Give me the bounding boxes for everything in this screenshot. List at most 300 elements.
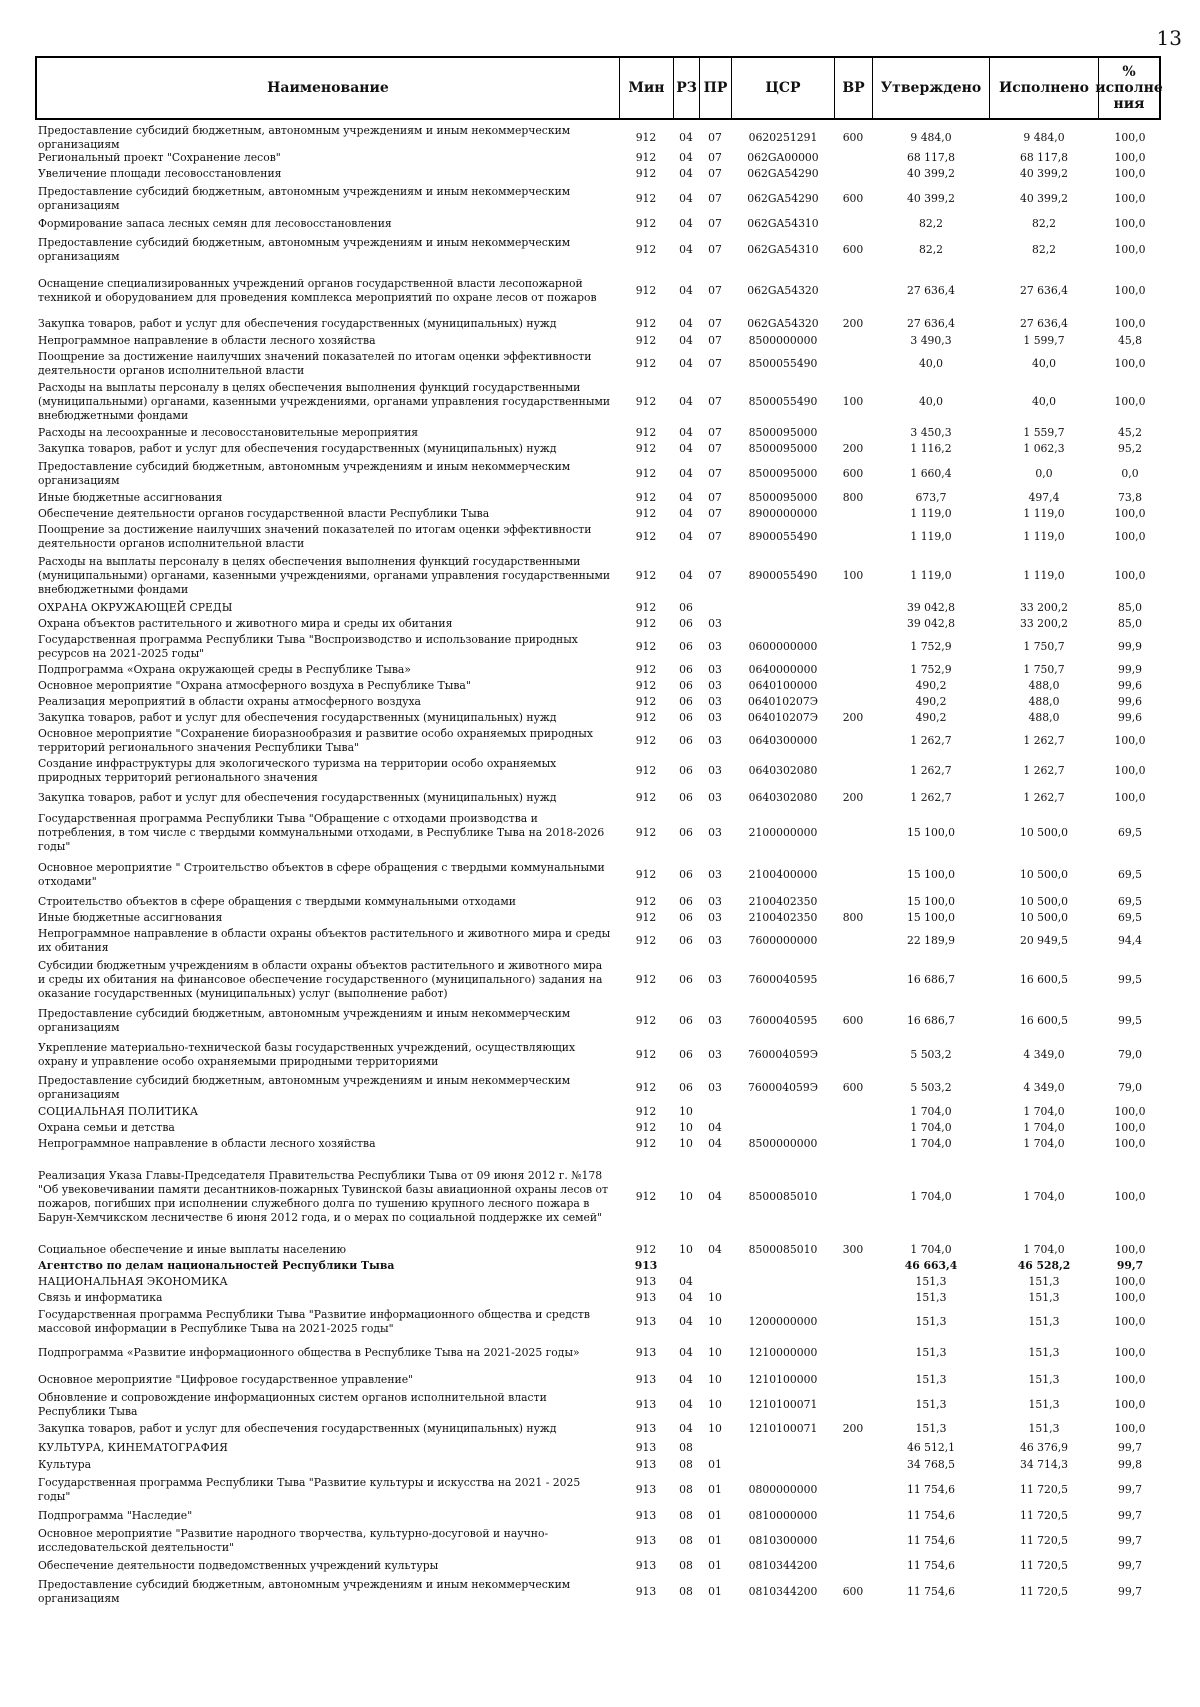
row-rz: 06 [679,973,693,987]
row-name: Реализация мероприятий в области охраны атмосферного воздуха [38,695,421,709]
row-percent: 100,0 [1114,130,1146,144]
row-pr: 07 [708,167,722,181]
row-executed: 9 484,0 [1023,130,1065,144]
row-min: 913 [635,1422,657,1436]
page-number: 13 [1156,26,1182,50]
row-min: 912 [635,191,657,205]
table-row [38,632,1162,662]
table-row [38,786,1162,810]
row-approved: 82,2 [918,217,944,231]
row-csr: 0810300000 [748,1534,818,1548]
table-row [38,125,1162,150]
row-approved: 151,3 [915,1422,947,1436]
row-executed: 1 704,0 [1023,1105,1065,1119]
row-name: Связь и информатика [38,1291,163,1305]
row-min: 912 [635,357,657,371]
row-csr: 062GA54290 [747,191,819,205]
row-approved: 39 042,8 [906,601,956,615]
row-min: 912 [635,130,657,144]
row-rz: 04 [679,1422,693,1436]
table-row [38,662,1162,678]
row-pr: 03 [708,640,722,654]
row-name: Культура [38,1458,92,1472]
row-csr: 8900055490 [748,530,818,544]
row-rz: 10 [679,1190,693,1204]
row-percent: 99,9 [1117,640,1143,654]
row-pr: 03 [708,679,722,693]
row-percent: 95,2 [1117,442,1143,456]
row-csr: 8900055490 [748,569,818,583]
row-percent: 100,0 [1114,1137,1146,1151]
row-name: Агентство по делам национальностей Республики Тыва [38,1259,395,1273]
row-min: 912 [635,734,657,748]
row-name: Формирование запаса лесных семян для лесовосстановления [38,217,392,231]
row-name: Непрограммное направление в области лесного хозяйства [38,334,376,348]
row-csr: 064010207Э [747,711,819,725]
row-csr: 062GA54310 [747,243,819,257]
row-percent: 0,0 [1121,466,1139,480]
row-approved: 5 503,2 [910,1048,952,1062]
row-csr: 0810000000 [748,1509,818,1523]
row-rz: 08 [679,1559,693,1573]
row-percent: 79,0 [1117,1048,1143,1062]
row-executed: 11 720,5 [1019,1509,1069,1523]
row-min: 912 [635,317,657,331]
row-approved: 40 399,2 [906,167,956,181]
table-row [38,522,1162,552]
row-executed: 11 720,5 [1019,1483,1069,1497]
row-name: Субсидии бюджетным учреждениям в области охраны объектов растительного и животного мира и среды их обитания на финансовое обеспечение государственного (муниципального) задания на оказание государственных (муниципальных) услуг (выполнение работ) [38,959,603,1000]
row-percent: 100,0 [1114,1275,1146,1289]
row-approved: 15 100,0 [906,826,956,840]
row-percent: 99,7 [1117,1441,1143,1455]
row-percent: 100,0 [1114,569,1146,583]
row-approved: 22 189,9 [906,934,956,948]
row-min: 913 [635,1291,657,1305]
row-csr: 0640302080 [748,791,818,805]
row-name: Закупка товаров, работ и услуг для обеспечения государственных (муниципальных) нужд [38,442,557,456]
row-rz: 06 [679,1081,693,1095]
row-name: Подпрограмма "Наследие" [38,1509,193,1523]
row-rz: 06 [679,640,693,654]
row-executed: 151,3 [1028,1346,1060,1360]
row-name: КУЛЬТУРА, КИНЕМАТОГРАФИЯ [38,1441,228,1455]
row-min: 912 [635,1105,657,1119]
row-executed: 1 559,7 [1023,426,1065,440]
row-percent: 100,0 [1114,395,1146,409]
row-min: 912 [635,507,657,521]
row-name: Иные бюджетные ассигнования [38,911,223,925]
row-min: 912 [635,395,657,409]
row-rz: 04 [679,284,693,298]
row-approved: 490,2 [915,695,947,709]
row-executed: 33 200,2 [1019,601,1069,615]
row-vr: 600 [842,1014,864,1028]
row-pr: 07 [708,569,722,583]
row-percent: 99,7 [1117,1509,1143,1523]
row-csr: 2100000000 [748,826,818,840]
row-percent: 100,0 [1114,1398,1146,1412]
row-percent: 100,0 [1114,1346,1146,1360]
row-pr: 07 [708,530,722,544]
row-rz: 06 [679,617,693,631]
row-min: 912 [635,695,657,709]
row-rz: 08 [679,1441,693,1455]
row-name: Закупка товаров, работ и услуг для обеспечения государственных (муниципальных) нужд [38,317,557,331]
row-executed: 0,0 [1035,466,1053,480]
header-min: Мин [620,58,674,118]
row-percent: 100,0 [1114,1291,1146,1305]
row-min: 912 [635,1137,657,1151]
row-min: 912 [635,1014,657,1028]
row-executed: 4 349,0 [1023,1048,1065,1062]
row-min: 912 [635,466,657,480]
row-vr: 200 [842,791,864,805]
table-row [38,1120,1162,1136]
row-name: Непрограммное направление в области лесного хозяйства [38,1137,376,1151]
row-rz: 10 [679,1243,693,1257]
row-min: 913 [635,1346,657,1360]
row-vr: 200 [842,442,864,456]
table-row [38,1290,1162,1306]
row-vr: 600 [842,1585,864,1599]
row-rz: 06 [679,695,693,709]
row-name: Основное мероприятие "Развитие народного творчества, культурно-досуговой и научно-исследовательской деятельности" [38,1527,549,1554]
row-min: 912 [635,569,657,583]
row-pr: 10 [708,1291,722,1305]
table-row [38,1004,1162,1038]
row-executed: 27 636,4 [1019,284,1069,298]
row-executed: 82,2 [1031,217,1057,231]
row-name: Предоставление субсидий бюджетным, автономным учреждениям и иным некоммерческим организациям [38,1578,571,1605]
row-executed: 497,4 [1028,491,1060,505]
row-csr: 8500095000 [748,426,818,440]
row-percent: 100,0 [1114,1121,1146,1135]
table-row [38,457,1162,490]
row-pr: 04 [708,1137,722,1151]
row-percent: 99,7 [1117,1483,1143,1497]
row-pr: 01 [708,1458,722,1472]
row-name: Охрана объектов растительного и животного мира и среды их обитания [38,617,453,631]
table-row [38,1526,1162,1556]
row-executed: 34 714,3 [1019,1458,1069,1472]
row-rz: 06 [679,934,693,948]
row-name: Государственная программа Республики Тыва "Развитие информационного общества и средств массовой информации в Республике Тыва на 2021-2025 годы" [38,1308,590,1335]
row-pr: 03 [708,663,722,677]
row-executed: 10 500,0 [1019,895,1069,909]
row-name: Социальное обеспечение и иные выплаты населению [38,1243,347,1257]
table-row [38,1556,1162,1576]
row-csr: 0640000000 [748,663,818,677]
header-vr: ВР [835,58,873,118]
row-percent: 85,0 [1117,601,1143,615]
row-rz: 04 [679,130,693,144]
row-min: 912 [635,679,657,693]
row-percent: 100,0 [1114,530,1146,544]
row-csr: 062GA54290 [747,167,819,181]
table-row [38,490,1162,506]
row-percent: 100,0 [1114,243,1146,257]
row-min: 912 [635,895,657,909]
row-csr: 7600000000 [748,934,818,948]
row-pr: 03 [708,1014,722,1028]
row-name: Основное мероприятие "Сохранение биоразнообразия и развитие особо охраняемых природных территорий регионального значения Республики Тыва" [38,727,593,754]
row-min: 912 [635,1243,657,1257]
row-executed: 40,0 [1031,395,1057,409]
row-vr: 600 [842,466,864,480]
row-min: 912 [635,791,657,805]
row-rz: 04 [679,1291,693,1305]
table-row [38,150,1162,166]
row-csr: 1210000000 [748,1346,818,1360]
row-pr: 03 [708,711,722,725]
row-executed: 10 500,0 [1019,868,1069,882]
row-pr: 03 [708,934,722,948]
row-csr: 0640300000 [748,734,818,748]
row-percent: 100,0 [1114,1315,1146,1329]
row-rz: 04 [679,357,693,371]
row-name: Основное мероприятие "Цифровое государственное управление" [38,1373,414,1387]
table-row [38,894,1162,910]
row-pr: 04 [708,1190,722,1204]
row-min: 912 [635,167,657,181]
row-percent: 99,9 [1117,663,1143,677]
row-csr: 0800000000 [748,1483,818,1497]
header-pr: ПР [700,58,732,118]
row-pr: 01 [708,1509,722,1523]
row-vr: 100 [842,395,864,409]
row-rz: 04 [679,243,693,257]
row-csr: 760004059Э [747,1048,819,1062]
row-approved: 40 399,2 [906,191,956,205]
row-rz: 04 [679,491,693,505]
table-row [38,1576,1162,1608]
row-executed: 1 750,7 [1023,663,1065,677]
table-row [38,956,1162,1004]
row-executed: 82,2 [1031,243,1057,257]
row-pr: 01 [708,1483,722,1497]
row-percent: 99,8 [1117,1458,1143,1472]
row-approved: 1 119,0 [910,530,952,544]
row-approved: 11 754,6 [906,1559,956,1573]
row-pr: 10 [708,1398,722,1412]
row-executed: 16 600,5 [1019,973,1069,987]
row-percent: 100,0 [1114,1105,1146,1119]
row-approved: 82,2 [918,243,944,257]
row-approved: 1 116,2 [910,442,952,456]
row-approved: 1 262,7 [910,764,952,778]
table-row [38,552,1162,600]
row-executed: 4 349,0 [1023,1081,1065,1095]
row-name: Государственная программа Республики Тыва "Развитие культуры и искусства на 2021 - 2025 годы" [38,1476,581,1503]
row-executed: 1 262,7 [1023,791,1065,805]
row-pr: 03 [708,973,722,987]
row-rz: 04 [679,466,693,480]
row-name: НАЦИОНАЛЬНАЯ ЭКОНОМИКА [38,1275,228,1289]
header-csr: ЦСР [732,58,835,118]
row-rz: 06 [679,1048,693,1062]
row-min: 912 [635,711,657,725]
row-rz: 06 [679,601,693,615]
row-vr: 600 [842,243,864,257]
row-executed: 1 704,0 [1023,1121,1065,1135]
row-rz: 06 [679,1014,693,1028]
row-name: Строительство объектов в сфере обращения с твердыми коммунальными отходами [38,895,516,909]
row-approved: 15 100,0 [906,868,956,882]
row-approved: 1 704,0 [910,1105,952,1119]
row-percent: 99,6 [1117,679,1143,693]
row-pr: 03 [708,791,722,805]
row-csr: 0810344200 [748,1585,818,1599]
table-row [38,726,1162,756]
row-csr: 8500085010 [748,1190,818,1204]
row-min: 913 [635,1483,657,1497]
row-pr: 03 [708,1081,722,1095]
row-min: 912 [635,868,657,882]
row-pr: 01 [708,1534,722,1548]
row-percent: 100,0 [1114,507,1146,521]
row-rz: 04 [679,217,693,231]
row-percent: 100,0 [1114,1243,1146,1257]
row-min: 913 [635,1275,657,1289]
row-name: Подпрограмма «Охрана окружающей среды в Республике Тыва» [38,663,411,677]
row-name: Государственная программа Республики Тыва "Воспроизводство и использование природных ресурсов на 2021-2025 годы" [38,633,578,660]
row-vr: 800 [842,491,864,505]
row-rz: 04 [679,569,693,583]
row-percent: 69,5 [1117,868,1143,882]
row-executed: 1 262,7 [1023,764,1065,778]
row-min: 912 [635,243,657,257]
row-name: Расходы на выплаты персоналу в целях обеспечения выполнения функций государственными (муниципальными) органами, казенными учреждениями, органами управления государственными внебюджетными фондами [38,381,611,422]
row-rz: 04 [679,442,693,456]
row-percent: 69,5 [1117,895,1143,909]
row-percent: 99,7 [1117,1534,1143,1548]
row-approved: 1 262,7 [910,734,952,748]
row-pr: 07 [708,466,722,480]
row-name: Обеспечение деятельности органов государственной власти Республики Тыва [38,507,490,521]
table-row [38,233,1162,267]
row-approved: 1 704,0 [910,1137,952,1151]
row-min: 912 [635,442,657,456]
row-approved: 1 752,9 [910,663,952,677]
row-percent: 99,7 [1117,1559,1143,1573]
row-executed: 1 599,7 [1023,334,1065,348]
table-row [38,600,1162,616]
table-header [35,56,1161,120]
row-min: 912 [635,426,657,440]
header-executed: Исполнено [990,58,1099,118]
row-name: Предоставление субсидий бюджетным, автономным учреждениям и иным некоммерческим организациям [38,459,571,487]
table-row [38,1152,1162,1242]
row-pr: 10 [708,1346,722,1360]
row-percent: 45,8 [1117,334,1143,348]
table-row [38,856,1162,894]
table-row [38,1104,1162,1120]
row-executed: 1 119,0 [1023,507,1065,521]
row-approved: 151,3 [915,1398,947,1412]
row-executed: 27 636,4 [1019,317,1069,331]
row-rz: 06 [679,663,693,677]
row-csr: 0810344200 [748,1559,818,1573]
row-vr: 600 [842,1081,864,1095]
row-executed: 11 720,5 [1019,1559,1069,1573]
row-rz: 04 [679,426,693,440]
row-csr: 8500095000 [748,442,818,456]
row-rz: 08 [679,1483,693,1497]
row-name: Государственная программа Республики Тыва "Обращение с отходами производства и потребления, в том числе с твердыми коммунальными отходами, в Республике Тыва на 2018-2026 годы" [38,812,605,853]
row-name: Увеличение площади лесовосстановления [38,167,282,181]
row-rz: 10 [679,1105,693,1119]
row-pr: 03 [708,617,722,631]
row-csr: 1210100071 [748,1422,818,1436]
row-rz: 06 [679,826,693,840]
row-name: Иные бюджетные ассигнования [38,491,223,505]
row-percent: 100,0 [1114,357,1146,371]
row-approved: 490,2 [915,679,947,693]
row-name: Оснащение специализированных учреждений органов государственной власти лесопожарной техникой и оборудованием для проведения комплекса мероприятий по охране лесов от пожаров [38,277,597,304]
row-executed: 151,3 [1028,1422,1060,1436]
table-row [38,1136,1162,1152]
row-executed: 488,0 [1028,695,1060,709]
row-pr: 07 [708,191,722,205]
row-min: 912 [635,663,657,677]
row-executed: 1 119,0 [1023,569,1065,583]
row-min: 913 [635,1585,657,1599]
row-vr: 800 [842,911,864,925]
row-percent: 69,5 [1117,911,1143,925]
row-csr: 1210100000 [748,1373,818,1387]
row-vr: 100 [842,569,864,583]
row-executed: 1 119,0 [1023,530,1065,544]
row-rz: 04 [679,167,693,181]
row-min: 913 [635,1534,657,1548]
row-pr: 03 [708,764,722,778]
row-approved: 5 503,2 [910,1081,952,1095]
row-vr: 200 [842,711,864,725]
row-approved: 11 754,6 [906,1534,956,1548]
table-row [38,1474,1162,1506]
row-name: Расходы на выплаты персоналу в целях обеспечения выполнения функций государственными (муниципальными) органами, казенными учреждениями, органами управления государственными внебюджетными фондами [38,555,611,596]
table-row [38,379,1162,425]
row-executed: 488,0 [1028,711,1060,725]
row-min: 912 [635,1190,657,1204]
table-row [38,1392,1162,1418]
row-csr: 062GA54320 [747,317,819,331]
table-row [38,1072,1162,1104]
row-pr: 10 [708,1315,722,1329]
row-rz: 06 [679,895,693,909]
table-row [38,441,1162,457]
row-percent: 100,0 [1114,764,1146,778]
row-approved: 39 042,8 [906,617,956,631]
row-min: 912 [635,530,657,544]
table-row [38,267,1162,315]
row-rz: 04 [679,1275,693,1289]
row-rz: 04 [679,317,693,331]
row-name: Расходы на лесоохранные и лесовосстановительные мероприятия [38,426,419,440]
row-rz: 04 [679,151,693,165]
row-min: 913 [635,1441,657,1455]
row-min: 912 [635,1048,657,1062]
row-csr: 8500000000 [748,1137,818,1151]
row-percent: 85,0 [1117,617,1143,631]
row-approved: 11 754,6 [906,1483,956,1497]
row-approved: 16 686,7 [906,973,956,987]
row-approved: 1 119,0 [910,569,952,583]
row-min: 913 [634,1259,658,1273]
row-csr: 8500085010 [748,1243,818,1257]
row-percent: 100,0 [1114,1190,1146,1204]
